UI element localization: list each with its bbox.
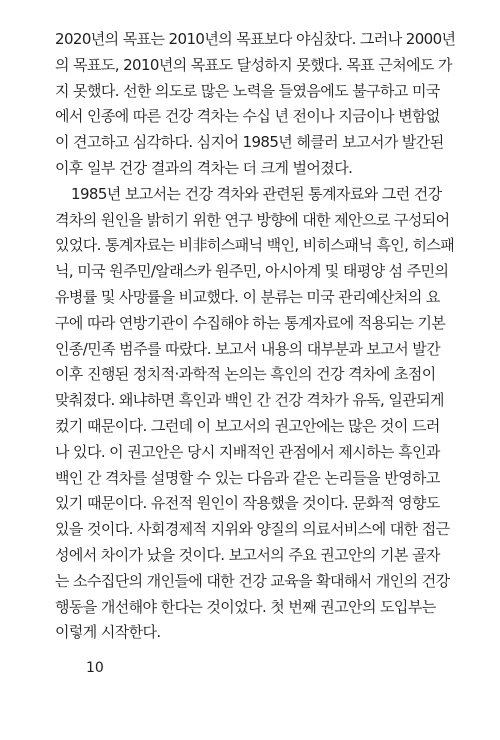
text-line: 있을 것이다. 사회경제적 지위와 양질의 의료서비스에 대한 접근: [55, 520, 450, 539]
text-line: 격차의 원인을 밝히기 위한 연구 방향에 대한 제안으로 구성되어: [55, 210, 450, 229]
text-line: 나 있다. 이 권고안은 당시 지배적인 관점에서 제시하는 흑인과: [55, 442, 440, 461]
text-line: 이후 일부 건강 결과의 격차는 더 크게 벌어졌다.: [55, 158, 353, 177]
text-line: 2020년의 목표는 2010년의 목표보다 야심찼다. 그러나 2000년: [55, 30, 455, 48]
text-line: 맞춰졌다. 왜냐하면 흑인과 백인 간 건강 격차가 유독, 일관되게: [55, 391, 444, 410]
paragraph-start-line: 1985년 보고서는 건강 격차와 관련된 통계자료와 그런 건강: [71, 184, 442, 203]
text-line: 닉, 미국 원주민/알래스카 원주민, 아시아계 및 태평양 섬 주민의: [55, 262, 449, 281]
text-line: 구에 따라 연방기관이 수집해야 하는 통계자료에 적용되는 기본: [55, 313, 446, 332]
text-line: 의 목표도, 2010년의 목표도 달성하지 못했다. 목표 근처에도 가: [55, 55, 452, 74]
text-line: 인종/민족 범주를 따랐다. 보고서 내용의 대부분과 보고서 발간: [55, 339, 441, 358]
text-line: 있기 때문이다. 유전적 원인이 작용했을 것이다. 문화적 영향도: [55, 494, 440, 513]
text-line: 이 견고하고 심각하다. 심지어 1985년 헤클러 보고서가 발간된: [55, 133, 444, 152]
text-line: 이후 진행된 정치적·과학적 논의는 흑인의 건강 격차에 초점이: [55, 365, 436, 384]
text-line: 에서 인종에 따른 건강 격차는 수십 년 전이나 지금이나 변함없: [55, 107, 440, 126]
text-line: 성에서 차이가 났을 것이다. 보고서의 주요 권고안의 기본 골자: [55, 545, 440, 564]
text-line: 유병률 및 사망률을 비교했다. 이 분류는 미국 관리예산처의 요: [55, 287, 440, 306]
text-line: 는 소수집단의 개인들에 대한 건강 교육을 확대해서 개인의 건강: [55, 571, 450, 590]
text-line: 백인 간 격차를 설명할 수 있는 다음과 같은 논리들을 반영하고: [55, 468, 440, 487]
text-line: 이렇게 시작한다.: [55, 623, 161, 642]
text-line: 행동을 개선해야 한다는 것이었다. 첫 번째 권고안의 도입부는: [55, 597, 436, 616]
page-number: 10: [86, 660, 104, 676]
text-line: 컸기 때문이다. 그런데 이 보고서의 권고안에는 많은 것이 드러: [55, 416, 440, 435]
body-text: [55, 27, 455, 646]
text-line: 있었다. 통계자료는 비非히스패닉 백인, 비히스패닉 흑인, 히스패: [55, 236, 455, 255]
text-line: 지 못했다. 선한 의도로 많은 노력을 들였음에도 불구하고 미국: [55, 81, 440, 100]
